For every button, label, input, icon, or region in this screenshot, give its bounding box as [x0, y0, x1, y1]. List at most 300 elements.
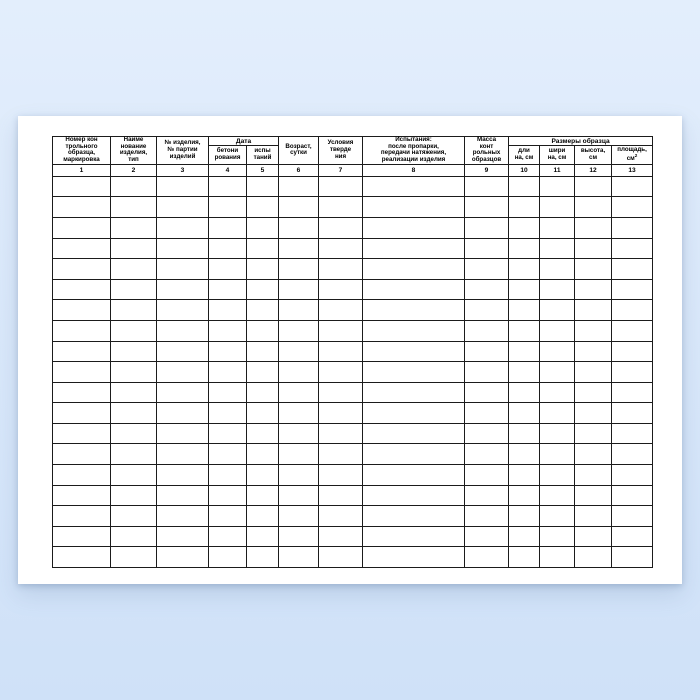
table-row[interactable]	[53, 259, 653, 280]
table-cell[interactable]	[575, 238, 612, 259]
table-cell[interactable]	[157, 300, 209, 321]
table-cell[interactable]	[363, 238, 465, 259]
table-cell[interactable]	[111, 341, 157, 362]
table-row[interactable]	[53, 176, 653, 197]
table-cell[interactable]	[363, 465, 465, 486]
header-product-batch-number: № изделия, № партии изделий	[157, 137, 209, 165]
table-cell[interactable]	[247, 423, 279, 444]
table-cell[interactable]	[247, 465, 279, 486]
table-row[interactable]	[53, 423, 653, 444]
header-sample-mass: Масса конт рольных образцов	[465, 137, 509, 165]
table-cell[interactable]	[247, 403, 279, 424]
table-cell[interactable]	[540, 238, 575, 259]
table-cell[interactable]	[575, 259, 612, 280]
table-cell[interactable]	[363, 320, 465, 341]
table-cell[interactable]	[53, 238, 111, 259]
table-cell[interactable]	[209, 382, 247, 403]
table-cell[interactable]	[247, 217, 279, 238]
table-cell[interactable]	[612, 423, 653, 444]
table-cell[interactable]	[509, 238, 540, 259]
table-cell[interactable]	[279, 382, 319, 403]
table-cell[interactable]	[111, 382, 157, 403]
table-cell[interactable]	[279, 238, 319, 259]
table-cell[interactable]	[247, 300, 279, 321]
table-cell[interactable]	[319, 423, 363, 444]
table-cell[interactable]	[247, 382, 279, 403]
table-cell[interactable]	[612, 382, 653, 403]
table-cell[interactable]	[509, 197, 540, 218]
table-cell[interactable]	[53, 526, 111, 547]
table-cell[interactable]	[279, 217, 319, 238]
table-cell[interactable]	[319, 341, 363, 362]
table-cell[interactable]	[209, 300, 247, 321]
table-cell[interactable]	[363, 382, 465, 403]
table-row[interactable]	[53, 526, 653, 547]
table-cell[interactable]	[465, 362, 509, 383]
header-date-concreting: бетони рования	[209, 146, 247, 165]
table-cell[interactable]	[363, 547, 465, 568]
table-cell[interactable]	[157, 176, 209, 197]
table-cell[interactable]	[575, 423, 612, 444]
column-number-cell: 12	[575, 164, 612, 176]
table-cell[interactable]	[209, 465, 247, 486]
table-cell[interactable]	[465, 259, 509, 280]
table-cell[interactable]	[209, 217, 247, 238]
table-row[interactable]	[53, 444, 653, 465]
table-cell[interactable]	[319, 300, 363, 321]
column-number-cell: 8	[363, 164, 465, 176]
table-cell[interactable]	[612, 341, 653, 362]
table-cell[interactable]	[247, 341, 279, 362]
table-cell[interactable]	[575, 217, 612, 238]
table-cell[interactable]	[111, 300, 157, 321]
table-cell[interactable]	[612, 362, 653, 383]
table-cell[interactable]	[247, 485, 279, 506]
table-cell[interactable]	[209, 362, 247, 383]
table-cell[interactable]	[575, 506, 612, 527]
table-cell[interactable]	[319, 382, 363, 403]
column-number-cell: 13	[612, 164, 653, 176]
column-number-cell: 2	[111, 164, 157, 176]
concrete-sample-log-table	[52, 136, 653, 568]
table-cell[interactable]	[509, 403, 540, 424]
table-cell[interactable]	[157, 238, 209, 259]
table-cell[interactable]	[540, 465, 575, 486]
table-cell[interactable]	[319, 320, 363, 341]
table-row[interactable]	[53, 362, 653, 383]
column-number-cell: 4	[209, 164, 247, 176]
table-cell[interactable]	[465, 403, 509, 424]
table-cell[interactable]	[279, 485, 319, 506]
table-cell[interactable]	[53, 259, 111, 280]
table-cell[interactable]	[53, 176, 111, 197]
table-cell[interactable]	[509, 176, 540, 197]
table-cell[interactable]	[612, 526, 653, 547]
table-cell[interactable]	[363, 362, 465, 383]
table-row[interactable]	[53, 485, 653, 506]
table-cell[interactable]	[575, 547, 612, 568]
column-number-cell: 6	[279, 164, 319, 176]
table-cell[interactable]	[612, 320, 653, 341]
table-cell[interactable]	[575, 279, 612, 300]
table-row[interactable]	[53, 465, 653, 486]
table-cell[interactable]	[575, 485, 612, 506]
table-cell[interactable]	[247, 238, 279, 259]
table-cell[interactable]	[509, 547, 540, 568]
table-cell[interactable]	[540, 279, 575, 300]
table-cell[interactable]	[279, 362, 319, 383]
table-cell[interactable]	[363, 300, 465, 321]
table-cell[interactable]	[612, 403, 653, 424]
table-cell[interactable]	[279, 506, 319, 527]
table-cell[interactable]	[209, 279, 247, 300]
header-area-label: площадь, см	[617, 146, 647, 162]
table-cell[interactable]	[319, 465, 363, 486]
table-cell[interactable]	[111, 485, 157, 506]
header-length-cm: дли на, см	[509, 146, 540, 165]
table-cell[interactable]	[363, 259, 465, 280]
table-cell[interactable]	[319, 238, 363, 259]
table-row[interactable]	[53, 320, 653, 341]
table-cell[interactable]	[575, 403, 612, 424]
table-cell[interactable]	[540, 423, 575, 444]
table-cell[interactable]	[575, 197, 612, 218]
table-cell[interactable]	[540, 526, 575, 547]
table-cell[interactable]	[111, 320, 157, 341]
table-cell[interactable]	[111, 259, 157, 280]
table-cell[interactable]	[111, 217, 157, 238]
table-cell[interactable]	[53, 320, 111, 341]
table-body	[53, 164, 653, 567]
table-cell[interactable]	[53, 279, 111, 300]
table-cell[interactable]	[509, 382, 540, 403]
table-cell[interactable]	[465, 547, 509, 568]
table-cell[interactable]	[540, 341, 575, 362]
table-cell[interactable]	[540, 444, 575, 465]
table-cell[interactable]	[279, 547, 319, 568]
table-cell[interactable]	[540, 259, 575, 280]
table-cell[interactable]	[209, 526, 247, 547]
table-cell[interactable]	[111, 279, 157, 300]
table-cell[interactable]	[319, 217, 363, 238]
table-cell[interactable]	[465, 238, 509, 259]
header-area-superscript: 2	[634, 152, 638, 158]
table-cell[interactable]	[157, 197, 209, 218]
table-cell[interactable]	[319, 506, 363, 527]
table-cell[interactable]	[363, 176, 465, 197]
table-cell[interactable]	[111, 176, 157, 197]
table-cell[interactable]	[319, 485, 363, 506]
table-cell[interactable]	[509, 423, 540, 444]
table-row[interactable]	[53, 300, 653, 321]
table-cell[interactable]	[53, 465, 111, 486]
table-row[interactable]	[53, 341, 653, 362]
table-cell[interactable]	[363, 485, 465, 506]
table-cell[interactable]	[363, 279, 465, 300]
table-cell[interactable]	[363, 423, 465, 444]
table-cell[interactable]	[612, 444, 653, 465]
table-cell[interactable]	[111, 547, 157, 568]
table-cell[interactable]	[157, 320, 209, 341]
table-cell[interactable]	[111, 465, 157, 486]
table-cell[interactable]	[157, 341, 209, 362]
table-row[interactable]	[53, 238, 653, 259]
table-cell[interactable]	[612, 238, 653, 259]
table-cell[interactable]	[319, 197, 363, 218]
table-cell[interactable]	[157, 217, 209, 238]
header-age-days: Возраст, сутки	[279, 137, 319, 165]
table-cell[interactable]	[612, 197, 653, 218]
table-cell[interactable]	[247, 547, 279, 568]
table-cell[interactable]	[363, 403, 465, 424]
table-cell[interactable]	[465, 279, 509, 300]
table-cell[interactable]	[575, 362, 612, 383]
header-sample-dimensions-group: Размеры образца	[509, 137, 653, 146]
table-cell[interactable]	[363, 526, 465, 547]
table-cell[interactable]	[53, 423, 111, 444]
table-cell[interactable]	[465, 176, 509, 197]
table-cell[interactable]	[157, 547, 209, 568]
table-cell[interactable]	[247, 197, 279, 218]
table-row[interactable]	[53, 506, 653, 527]
table-cell[interactable]	[247, 444, 279, 465]
table-cell[interactable]	[111, 444, 157, 465]
table-cell[interactable]	[53, 341, 111, 362]
table-cell[interactable]	[279, 197, 319, 218]
table-cell[interactable]	[53, 444, 111, 465]
form-table-container	[52, 136, 652, 568]
header-height-cm: высота, см	[575, 146, 612, 165]
table-cell[interactable]	[279, 300, 319, 321]
table-row[interactable]	[53, 382, 653, 403]
table-cell[interactable]	[157, 444, 209, 465]
table-row[interactable]	[53, 547, 653, 568]
table-cell[interactable]	[509, 526, 540, 547]
header-area-cm2	[612, 146, 653, 165]
table-cell[interactable]	[363, 341, 465, 362]
table-cell[interactable]	[247, 320, 279, 341]
table-cell[interactable]	[509, 320, 540, 341]
table-cell[interactable]	[612, 547, 653, 568]
table-cell[interactable]	[279, 526, 319, 547]
column-number-row	[53, 164, 653, 176]
table-cell[interactable]	[540, 506, 575, 527]
table-cell[interactable]	[363, 217, 465, 238]
table-cell[interactable]	[319, 403, 363, 424]
column-number-cell: 10	[509, 164, 540, 176]
table-cell[interactable]	[319, 362, 363, 383]
table-cell[interactable]	[612, 465, 653, 486]
table-cell[interactable]	[53, 300, 111, 321]
table-cell[interactable]	[157, 382, 209, 403]
table-cell[interactable]	[279, 341, 319, 362]
table-cell[interactable]	[540, 176, 575, 197]
table-cell[interactable]	[111, 506, 157, 527]
table-cell[interactable]	[612, 485, 653, 506]
table-row[interactable]	[53, 197, 653, 218]
table-cell[interactable]	[157, 465, 209, 486]
table-cell[interactable]	[540, 197, 575, 218]
table-cell[interactable]	[279, 279, 319, 300]
table-cell[interactable]	[53, 217, 111, 238]
header-product-name: Наиме нование изделия, тип	[111, 137, 157, 165]
table-cell[interactable]	[540, 217, 575, 238]
table-cell[interactable]	[279, 423, 319, 444]
table-cell[interactable]	[465, 485, 509, 506]
table-cell[interactable]	[157, 423, 209, 444]
table-cell[interactable]	[612, 506, 653, 527]
table-cell[interactable]	[465, 382, 509, 403]
header-date-testing: испы таний	[247, 146, 279, 165]
table-cell[interactable]	[509, 362, 540, 383]
table-cell[interactable]	[319, 444, 363, 465]
table-cell[interactable]	[319, 259, 363, 280]
table-cell[interactable]	[540, 300, 575, 321]
table-cell[interactable]	[157, 526, 209, 547]
table-row[interactable]	[53, 279, 653, 300]
header-curing-conditions: Условия твердe ния	[319, 137, 363, 165]
table-cell[interactable]	[111, 423, 157, 444]
table-cell[interactable]	[209, 238, 247, 259]
table-cell[interactable]	[465, 444, 509, 465]
table-cell[interactable]	[279, 320, 319, 341]
table-cell[interactable]	[540, 320, 575, 341]
table-cell[interactable]	[509, 279, 540, 300]
table-cell[interactable]	[247, 506, 279, 527]
table-cell[interactable]	[575, 444, 612, 465]
table-cell[interactable]	[612, 217, 653, 238]
table-cell[interactable]	[157, 362, 209, 383]
table-cell[interactable]	[53, 403, 111, 424]
table-cell[interactable]	[111, 238, 157, 259]
table-cell[interactable]	[53, 382, 111, 403]
table-cell[interactable]	[575, 341, 612, 362]
header-row-1	[53, 137, 653, 146]
table-cell[interactable]	[209, 197, 247, 218]
table-cell[interactable]	[575, 300, 612, 321]
header-sample-number: Номер кон трольного образца, маркировка	[53, 137, 111, 165]
table-cell[interactable]	[540, 362, 575, 383]
table-cell[interactable]	[247, 259, 279, 280]
table-cell[interactable]	[111, 197, 157, 218]
table-cell[interactable]	[363, 197, 465, 218]
table-cell[interactable]	[575, 465, 612, 486]
table-cell[interactable]	[209, 259, 247, 280]
table-cell[interactable]	[53, 197, 111, 218]
column-number-cell: 11	[540, 164, 575, 176]
table-cell[interactable]	[279, 259, 319, 280]
table-cell[interactable]	[509, 444, 540, 465]
table-cell[interactable]	[363, 506, 465, 527]
table-cell[interactable]	[157, 403, 209, 424]
table-row[interactable]	[53, 403, 653, 424]
table-head	[53, 137, 653, 165]
table-cell[interactable]	[612, 259, 653, 280]
column-number-cell: 1	[53, 164, 111, 176]
paper-sheet	[18, 116, 682, 584]
table-cell[interactable]	[247, 279, 279, 300]
table-cell[interactable]	[509, 300, 540, 321]
column-number-cell: 3	[157, 164, 209, 176]
table-cell[interactable]	[465, 197, 509, 218]
table-cell[interactable]	[209, 547, 247, 568]
table-cell[interactable]	[540, 403, 575, 424]
table-cell[interactable]	[465, 526, 509, 547]
table-cell[interactable]	[509, 259, 540, 280]
table-cell[interactable]	[612, 300, 653, 321]
header-width-cm: шири на, см	[540, 146, 575, 165]
table-cell[interactable]	[509, 485, 540, 506]
table-cell[interactable]	[209, 444, 247, 465]
table-cell[interactable]	[209, 506, 247, 527]
table-cell[interactable]	[319, 279, 363, 300]
table-cell[interactable]	[53, 506, 111, 527]
table-cell[interactable]	[157, 485, 209, 506]
table-cell[interactable]	[247, 526, 279, 547]
table-cell[interactable]	[509, 341, 540, 362]
table-cell[interactable]	[53, 547, 111, 568]
table-row[interactable]	[53, 217, 653, 238]
table-cell[interactable]	[247, 176, 279, 197]
table-cell[interactable]	[465, 320, 509, 341]
table-cell[interactable]	[209, 320, 247, 341]
table-cell[interactable]	[279, 465, 319, 486]
table-cell[interactable]	[509, 465, 540, 486]
table-cell[interactable]	[575, 382, 612, 403]
table-cell[interactable]	[319, 176, 363, 197]
table-cell[interactable]	[279, 444, 319, 465]
column-number-cell: 7	[319, 164, 363, 176]
table-cell[interactable]	[465, 465, 509, 486]
table-cell[interactable]	[53, 362, 111, 383]
column-number-cell: 9	[465, 164, 509, 176]
table-cell[interactable]	[279, 403, 319, 424]
table-cell[interactable]	[465, 300, 509, 321]
table-cell[interactable]	[540, 485, 575, 506]
table-cell[interactable]	[157, 259, 209, 280]
table-cell[interactable]	[540, 382, 575, 403]
table-cell[interactable]	[363, 444, 465, 465]
table-cell[interactable]	[319, 526, 363, 547]
table-cell[interactable]	[612, 176, 653, 197]
table-cell[interactable]	[209, 403, 247, 424]
table-cell[interactable]	[319, 547, 363, 568]
table-cell[interactable]	[53, 485, 111, 506]
table-cell[interactable]	[157, 279, 209, 300]
table-cell[interactable]	[111, 403, 157, 424]
table-cell[interactable]	[465, 423, 509, 444]
table-cell[interactable]	[540, 547, 575, 568]
table-cell[interactable]	[465, 506, 509, 527]
table-cell[interactable]	[111, 362, 157, 383]
table-cell[interactable]	[509, 217, 540, 238]
table-cell[interactable]	[575, 526, 612, 547]
table-cell[interactable]	[279, 176, 319, 197]
table-cell[interactable]	[612, 279, 653, 300]
table-cell[interactable]	[465, 341, 509, 362]
table-cell[interactable]	[247, 362, 279, 383]
table-cell[interactable]	[157, 506, 209, 527]
table-cell[interactable]	[209, 341, 247, 362]
table-cell[interactable]	[209, 485, 247, 506]
table-cell[interactable]	[209, 176, 247, 197]
table-cell[interactable]	[575, 320, 612, 341]
table-cell[interactable]	[575, 176, 612, 197]
table-cell[interactable]	[509, 506, 540, 527]
table-cell[interactable]	[465, 217, 509, 238]
table-cell[interactable]	[111, 526, 157, 547]
table-cell[interactable]	[209, 423, 247, 444]
